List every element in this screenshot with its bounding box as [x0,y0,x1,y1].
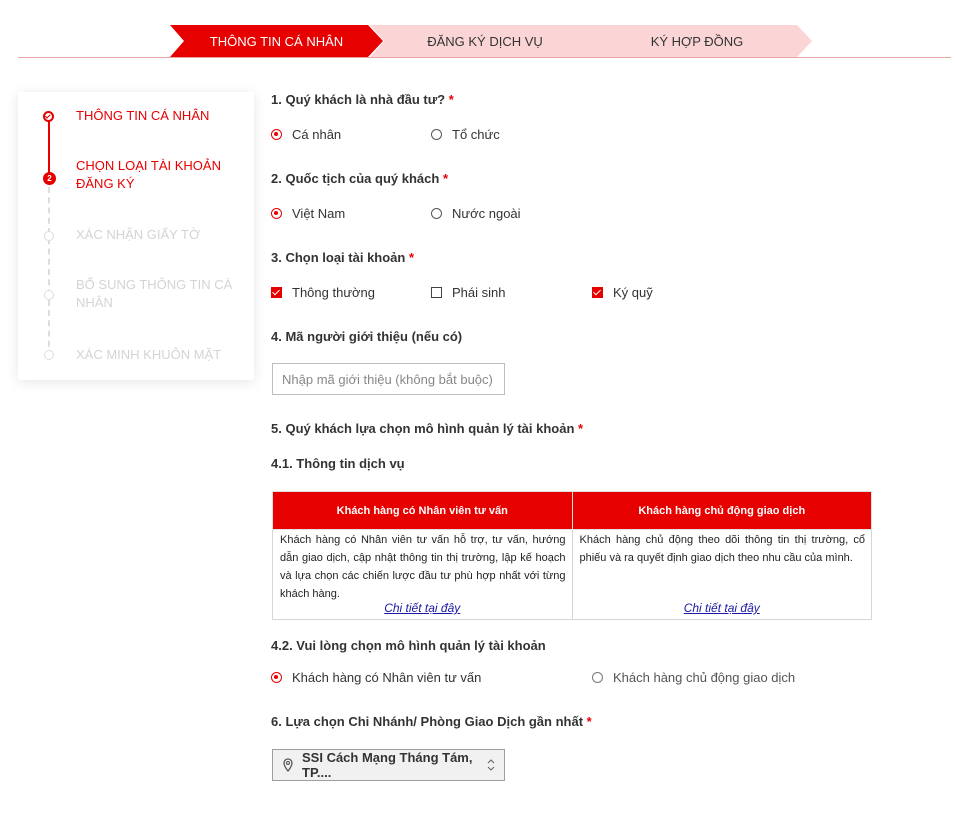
check-icon [43,111,54,122]
radio-unselected-icon[interactable] [431,129,442,140]
table-cell-advisor [273,530,573,620]
required-mark: * [586,714,592,729]
step-pending-dot [44,290,54,300]
question-label: 5. Quý khách lựa chọn mô hình quản lý tài khoản [271,421,575,436]
branch-select-value: SSI Cách Mạng Tháng Tám, TP.... [302,750,473,780]
progress-line-pending [48,187,50,357]
checkbox-checked-icon[interactable] [592,287,603,298]
option-label: Thông thường [292,285,376,300]
option-label: Tổ chức [452,127,500,142]
branch-select[interactable] [272,749,505,781]
radio-selected-icon[interactable] [271,672,282,683]
step-label: THÔNG TIN CÁ NHÂN [209,33,344,49]
step-label: KÝ HỢP ĐỒNG [650,33,744,49]
progress-stepper [170,25,810,57]
subheading-choose-model: 4.2. Vui lòng chọn mô hình quản lý tài khoản [271,638,546,653]
detail-link-self-trade[interactable]: Chi tiết tại đây [683,601,760,615]
stepper-divider [18,57,951,58]
checkbox-normal[interactable] [271,285,375,300]
step-label: ĐĂNG KÝ DỊCH VỤ [427,33,543,49]
table-cell-self-trade [572,530,872,620]
question-label: 4. Mã người giới thiệu (nếu có) [271,329,463,344]
radio-foreign[interactable] [431,206,521,221]
table-header-row [273,492,872,530]
step-pending-dot [44,350,54,360]
referral-code-input[interactable] [272,363,505,395]
table-header-advisor: Khách hàng có Nhân viên tư vấn [273,492,573,530]
step-personal-info [170,25,383,57]
option-label: Phái sinh [452,285,506,300]
step-sign-contract [582,25,812,57]
advisor-description: Khách hàng có Nhân viên tư vấn hỗ trợ, tư vấn, hướng dẫn giao dịch, cập nhật thông tin thị trường, lập kế hoạch và lựa chọn các chiến lược đầu tư phù hợp nhất với từng khách hàng. [280,534,566,600]
service-info-table [272,491,872,620]
sidebar-item-face-verify: XÁC MINH KHUÔN MẶT [76,347,222,362]
self-trade-description: Khách hàng chủ động theo dõi thông tin thị trường, cổ phiếu và ra quyết định giao dịch theo nhu cầu của mình. [579,534,865,564]
question-branch [271,714,592,729]
step-number-badge: 2 [43,172,56,185]
option-label: Nước ngoài [452,206,521,221]
radio-selected-icon[interactable] [271,129,282,140]
option-label: Khách hàng chủ động giao dịch [613,670,796,685]
radio-advisor-model[interactable] [271,670,481,685]
radio-selected-icon[interactable] [271,208,282,219]
progress-line-complete [48,117,50,177]
option-label: Việt Nam [292,206,346,221]
chevron-up-down-icon [487,758,495,772]
question-investor-type [271,92,454,107]
option-label: Ký quỹ [613,285,653,300]
checkbox-margin[interactable] [592,285,653,300]
sidebar-progress [18,92,254,380]
radio-organization[interactable] [431,127,500,142]
radio-self-trade-model[interactable] [592,670,795,685]
radio-individual[interactable] [271,127,341,142]
question-label: 6. Lựa chọn Chi Nhánh/ Phòng Giao Dịch gần nhất [271,714,584,729]
detail-link-advisor[interactable]: Chi tiết tại đây [384,601,461,615]
radio-unselected-icon[interactable] [592,672,603,683]
table-row [273,530,872,620]
subheading-service-info: 4.1. Thông tin dịch vụ [271,456,405,471]
checkbox-unchecked-icon[interactable] [431,287,442,298]
question-account-model [271,421,583,436]
table-header-self-trade: Khách hàng chủ động giao dịch [572,492,872,530]
required-mark: * [442,171,449,186]
sidebar-item-account-type[interactable]: CHỌN LOẠI TÀI KHOẢN ĐĂNG KÝ [76,158,221,191]
checkbox-derivatives[interactable] [431,285,505,300]
required-mark: * [408,250,415,265]
question-label: 3. Chọn loại tài khoản [271,250,406,265]
sidebar-item-personal-info[interactable]: THÔNG TIN CÁ NHÂN [76,108,210,123]
sidebar-item-verify-docs: XÁC NHẬN GIẤY TỜ [76,227,201,242]
checkbox-checked-icon[interactable] [271,287,282,298]
required-mark: * [448,92,454,107]
radio-vietnam[interactable] [271,206,345,221]
radio-unselected-icon[interactable] [431,208,442,219]
question-account-type [271,250,414,265]
option-label: Khách hàng có Nhân viên tư vấn [292,670,482,685]
step-register-service [370,25,600,57]
location-pin-icon [283,758,293,772]
question-label: 1. Quý khách là nhà đầu tư? [271,92,446,107]
sidebar-item-additional-info: BỔ SUNG THÔNG TIN CÁ NHÂN [76,277,233,310]
question-nationality [271,171,448,186]
step-pending-dot [44,231,54,241]
required-mark: * [578,421,584,436]
question-referral-code [271,329,462,344]
question-label: 2. Quốc tịch của quý khách [271,171,440,186]
option-label: Cá nhân [292,127,342,142]
